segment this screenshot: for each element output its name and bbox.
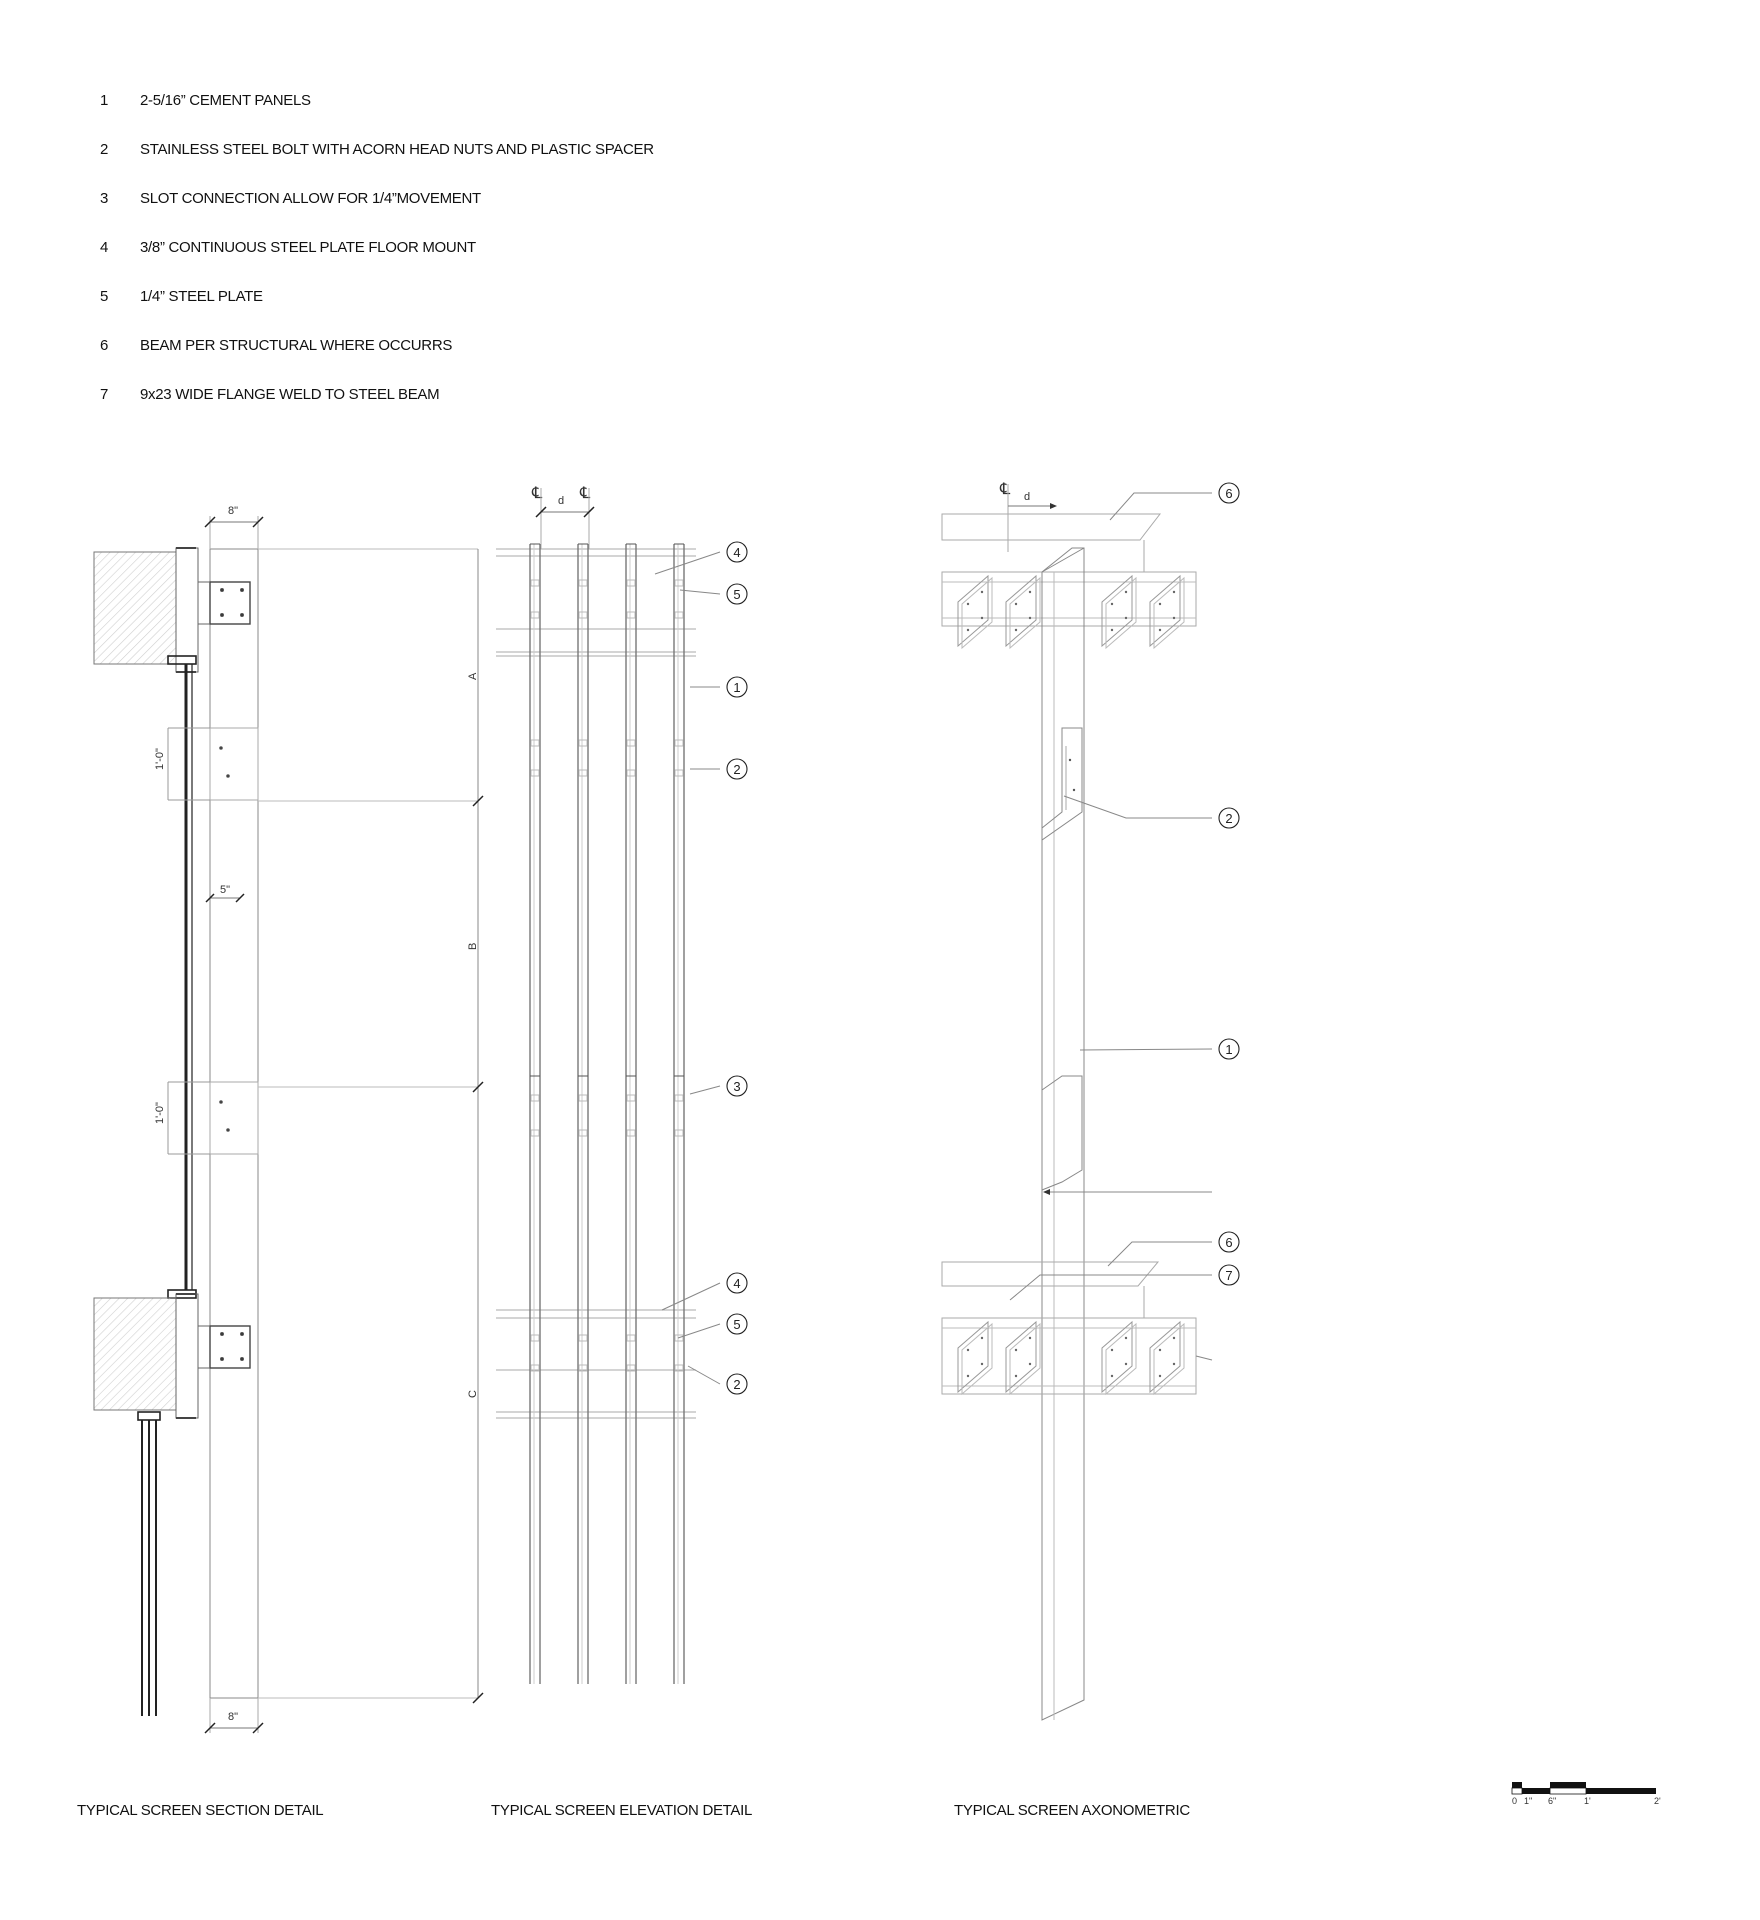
- axo-plate: [1006, 1322, 1040, 1394]
- keynote-text: SLOT CONNECTION ALLOW FOR 1/4”MOVEMENT: [140, 190, 481, 207]
- keynote-text: 3/8” CONTINUOUS STEEL PLATE FLOOR MOUNT: [140, 239, 476, 256]
- gap-dimension: 5": [220, 884, 231, 896]
- axo-callout: [1064, 796, 1239, 828]
- elevation-callout: [655, 542, 747, 574]
- elevation-callout: [690, 759, 747, 779]
- section-detail: [94, 505, 478, 1733]
- callout-number: 1: [1225, 1042, 1233, 1057]
- keynote-number: 4: [100, 239, 109, 256]
- axo-plate: [958, 1322, 992, 1394]
- elevation-fin: [578, 544, 588, 1684]
- elevation-detail: [467, 485, 747, 1703]
- keynote-number: 3: [100, 190, 109, 207]
- axo-plate: [1102, 576, 1136, 648]
- upper-beam: [176, 548, 198, 672]
- callout-number: 3: [733, 1079, 741, 1094]
- elevation-callout: [690, 677, 747, 697]
- section-caption: TYPICAL SCREEN SECTION DETAIL: [77, 1802, 324, 1819]
- axo-plate: [1150, 576, 1184, 648]
- keynote-number: 5: [100, 288, 109, 305]
- keynote-text: BEAM PER STRUCTURAL WHERE OCCURRS: [140, 337, 453, 354]
- zone-c-label: C: [467, 1390, 479, 1398]
- zone-b-label: B: [467, 942, 479, 950]
- elevation-callout: [690, 1076, 747, 1096]
- axo-callout: [1080, 1039, 1239, 1059]
- lower-connection: [210, 1082, 258, 1154]
- spacing-label: d: [558, 495, 565, 507]
- callout-number: 2: [733, 762, 741, 777]
- elevation-callout: [688, 1366, 747, 1394]
- upper-plate: [210, 582, 250, 624]
- callout-number: 6: [1225, 486, 1233, 501]
- axo-centerline: ℄: [1000, 481, 1011, 498]
- scale-label: 2': [1654, 1796, 1661, 1806]
- lower-slab: [94, 1298, 176, 1410]
- callout-number: 6: [1225, 1235, 1233, 1250]
- section-panel: [210, 549, 258, 1698]
- keynote-text: STAINLESS STEEL BOLT WITH ACORN HEAD NUTS AND PLASTIC SPACER: [140, 141, 654, 158]
- upper-slab: [94, 552, 176, 664]
- lower-dimension: 1'-0": [154, 1102, 166, 1124]
- elevation-fin: [626, 544, 636, 1684]
- scale-label: 1': [1584, 1796, 1591, 1806]
- callout-number: 5: [733, 587, 741, 602]
- callout-number: 4: [733, 545, 741, 560]
- axo-plate: [1006, 576, 1040, 648]
- axo-plate: [958, 576, 992, 648]
- upper-connection: [210, 728, 258, 800]
- top-dimension: 8": [228, 505, 239, 517]
- callout-number: 2: [1225, 811, 1233, 826]
- centerline-1: ℄: [532, 485, 543, 502]
- keynote-text: 9x23 WIDE FLANGE WELD TO STEEL BEAM: [140, 386, 440, 403]
- axo-plate: [1150, 1322, 1184, 1394]
- upper-dimension: 1'-0": [154, 748, 166, 770]
- elevation-fin: [530, 544, 540, 1684]
- zone-a-label: A: [467, 672, 479, 680]
- lower-plate: [210, 1326, 250, 1368]
- callout-number: 4: [733, 1276, 741, 1291]
- axonometric-detail: [942, 481, 1239, 1720]
- elevation-callout: [662, 1273, 747, 1310]
- elevation-caption: TYPICAL SCREEN ELEVATION DETAIL: [491, 1802, 753, 1819]
- keynote-number: 6: [100, 337, 109, 354]
- centerline-2: ℄: [580, 485, 591, 502]
- scale-label: 1": [1524, 1796, 1533, 1806]
- callout-number: 7: [1225, 1268, 1233, 1283]
- callout-number: 5: [733, 1317, 741, 1332]
- elevation-callout: [680, 584, 747, 604]
- bottom-dimension: 8": [228, 1711, 239, 1723]
- axo-spacing-label: d: [1024, 491, 1031, 503]
- keynote-number: 7: [100, 386, 109, 403]
- scale-label: 6": [1548, 1796, 1557, 1806]
- axo-plate: [1102, 1322, 1136, 1394]
- lower-beam: [176, 1294, 198, 1418]
- axonometric-caption: TYPICAL SCREEN AXONOMETRIC: [954, 1802, 1190, 1819]
- callout-number: 1: [733, 680, 741, 695]
- elevation-fin: [674, 544, 684, 1684]
- keynote-number: 2: [100, 141, 109, 158]
- keynote-text: 1/4” STEEL PLATE: [140, 288, 263, 305]
- keynote-number: 1: [100, 92, 109, 109]
- keynote-text: 2-5/16” CEMENT PANELS: [140, 92, 311, 109]
- scale-label: 0: [1512, 1796, 1518, 1806]
- axo-callout: [1010, 1265, 1239, 1300]
- axo-callout: [1108, 1232, 1239, 1266]
- scale-bar: [1512, 1782, 1661, 1806]
- callout-number: 2: [733, 1377, 741, 1392]
